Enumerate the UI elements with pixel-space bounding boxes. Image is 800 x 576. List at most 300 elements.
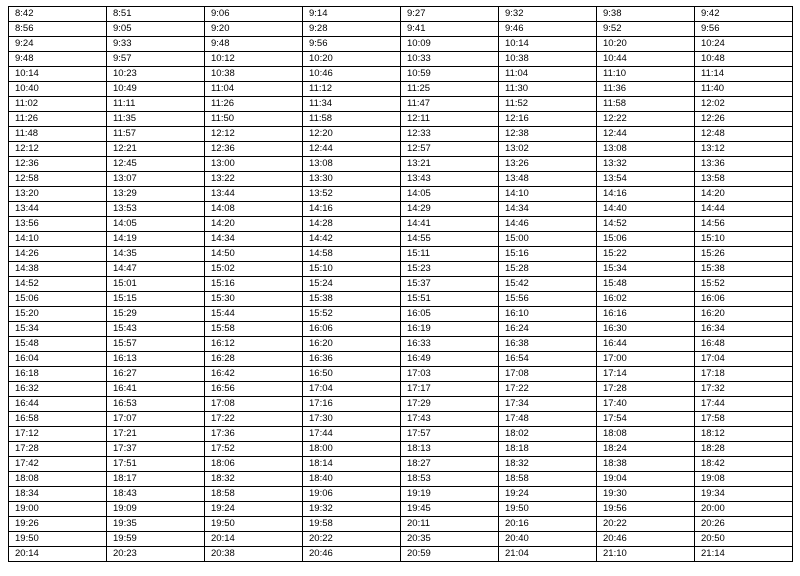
table-cell-time: 17:30 [303,412,401,427]
table-cell-time: 15:52 [303,307,401,322]
table-cell-time: 17:42 [9,457,107,472]
table-cell-time: 14:41 [401,217,499,232]
table-cell-time: 9:46 [499,22,597,37]
table-cell-time: 21:04 [499,547,597,562]
table-cell-time: 17:08 [499,367,597,382]
table-cell-time: 17:32 [695,382,793,397]
table-cell-time: 16:12 [205,337,303,352]
table-row [9,532,793,547]
table-cell-time: 16:41 [107,382,205,397]
table-cell-time: 13:20 [9,187,107,202]
table-cell-time: 16:10 [499,307,597,322]
table-cell-time: 10:20 [303,52,401,67]
table-cell-time: 15:34 [9,322,107,337]
table-cell-time: 14:10 [499,187,597,202]
table-cell-time: 17:48 [499,412,597,427]
table-cell-time: 9:52 [597,22,695,37]
table-cell-time: 16:13 [107,352,205,367]
table-cell-time: 20:35 [401,532,499,547]
table-cell-time: 12:20 [303,127,401,142]
table-cell-time: 13:30 [303,172,401,187]
table-cell-time: 11:25 [401,82,499,97]
table-cell-time: 14:10 [9,232,107,247]
table-cell-time: 14:05 [401,187,499,202]
table-cell-time: 18:42 [695,457,793,472]
table-cell-time: 11:57 [107,127,205,142]
table-cell-time: 15:34 [597,262,695,277]
table-cell-time: 18:13 [401,442,499,457]
table-cell-time: 14:28 [303,217,401,232]
table-row [9,37,793,52]
table-row [9,382,793,397]
table-cell-time: 16:38 [499,337,597,352]
table-cell-time: 17:18 [695,367,793,382]
table-cell-time: 19:45 [401,502,499,517]
table-cell-time: 18:08 [597,427,695,442]
table-row [9,337,793,352]
table-cell-time: 20:23 [107,547,205,562]
table-cell-time: 18:38 [597,457,695,472]
table-cell-time: 17:44 [303,427,401,442]
table-row [9,82,793,97]
table-cell-time: 9:56 [695,22,793,37]
table-cell-time: 12:57 [401,142,499,157]
table-cell-time: 18:32 [205,472,303,487]
table-cell-time: 11:12 [303,82,401,97]
table-cell-time: 13:43 [401,172,499,187]
table-cell-time: 17:28 [9,442,107,457]
table-cell-time: 9:32 [499,7,597,22]
table-cell-time: 14:16 [303,202,401,217]
table-cell-time: 11:14 [695,67,793,82]
table-cell-time: 14:20 [695,187,793,202]
table-cell-time: 12:45 [107,157,205,172]
table-cell-time: 18:24 [597,442,695,457]
table-cell-time: 18:58 [499,472,597,487]
table-cell-time: 14:20 [205,217,303,232]
table-cell-time: 18:02 [499,427,597,442]
table-cell-time: 13:52 [303,187,401,202]
table-cell-time: 9:20 [205,22,303,37]
table-cell-time: 15:43 [107,322,205,337]
table-cell-time: 11:50 [205,112,303,127]
table-cell-time: 16:30 [597,322,695,337]
table-cell-time: 19:19 [401,487,499,502]
table-cell-time: 16:56 [205,382,303,397]
table-cell-time: 17:52 [205,442,303,457]
table-cell-time: 15:29 [107,307,205,322]
table-cell-time: 11:04 [499,67,597,82]
table-cell-time: 11:04 [205,82,303,97]
table-cell-time: 17:14 [597,367,695,382]
table-cell-time: 16:42 [205,367,303,382]
table-cell-time: 10:44 [597,52,695,67]
table-cell-time: 14:05 [107,217,205,232]
table-row [9,517,793,532]
table-cell-time: 18:40 [303,472,401,487]
table-row [9,457,793,472]
table-cell-time: 18:58 [205,487,303,502]
table-cell-time: 17:28 [597,382,695,397]
table-cell-time: 13:44 [205,187,303,202]
table-cell-time: 19:24 [205,502,303,517]
table-cell-time: 15:06 [9,292,107,307]
table-cell-time: 13:22 [205,172,303,187]
table-cell-time: 12:11 [401,112,499,127]
table-cell-time: 12:02 [695,97,793,112]
table-cell-time: 12:12 [9,142,107,157]
table-cell-time: 18:34 [9,487,107,502]
table-cell-time: 20:40 [499,532,597,547]
table-cell-time: 10:33 [401,52,499,67]
table-cell-time: 16:19 [401,322,499,337]
table-cell-time: 12:33 [401,127,499,142]
table-cell-time: 10:38 [205,67,303,82]
table-cell-time: 16:49 [401,352,499,367]
table-cell-time: 17:08 [205,397,303,412]
table-cell-time: 15:56 [499,292,597,307]
table-cell-time: 20:59 [401,547,499,562]
table-cell-time: 9:33 [107,37,205,52]
table-cell-time: 17:36 [205,427,303,442]
table-cell-time: 11:30 [499,82,597,97]
table-cell-time: 17:04 [695,352,793,367]
table-cell-time: 15:11 [401,247,499,262]
table-cell-time: 15:38 [303,292,401,307]
table-cell-time: 16:53 [107,397,205,412]
table-row [9,97,793,112]
table-cell-time: 18:43 [107,487,205,502]
table-cell-time: 13:21 [401,157,499,172]
table-cell-time: 18:00 [303,442,401,457]
table-cell-time: 13:07 [107,172,205,187]
table-cell-time: 11:02 [9,97,107,112]
table-cell-time: 16:24 [499,322,597,337]
table-cell-time: 18:32 [499,457,597,472]
table-row [9,22,793,37]
table-cell-time: 9:48 [9,52,107,67]
table-cell-time: 11:10 [597,67,695,82]
table-cell-time: 11:48 [9,127,107,142]
table-cell-time: 13:32 [597,157,695,172]
table-cell-time: 9:48 [205,37,303,52]
table-cell-time: 9:06 [205,7,303,22]
table-cell-time: 20:16 [499,517,597,532]
table-cell-time: 8:51 [107,7,205,22]
table-cell-time: 10:20 [597,37,695,52]
table-cell-time: 15:02 [205,262,303,277]
table-cell-time: 14:35 [107,247,205,262]
table-cell-time: 14:58 [303,247,401,262]
table-cell-time: 15:38 [695,262,793,277]
table-cell-time: 12:58 [9,172,107,187]
table-cell-time: 15:10 [303,262,401,277]
table-row [9,67,793,82]
table-cell-time: 19:24 [499,487,597,502]
table-cell-time: 14:52 [9,277,107,292]
table-cell-time: 12:12 [205,127,303,142]
table-cell-time: 16:06 [303,322,401,337]
table-cell-time: 19:59 [107,532,205,547]
table-row [9,142,793,157]
table-cell-time: 15:26 [695,247,793,262]
table-cell-time: 16:04 [9,352,107,367]
table-cell-time: 10:49 [107,82,205,97]
table-cell-time: 19:09 [107,502,205,517]
table-cell-time: 19:50 [499,502,597,517]
table-cell-time: 12:38 [499,127,597,142]
table-cell-time: 17:54 [597,412,695,427]
table-row [9,187,793,202]
table-cell-time: 15:16 [499,247,597,262]
table-cell-time: 11:58 [597,97,695,112]
table-row [9,427,793,442]
table-cell-time: 14:40 [597,202,695,217]
table-cell-time: 13:26 [499,157,597,172]
table-cell-time: 16:48 [695,337,793,352]
table-cell-time: 16:54 [499,352,597,367]
table-cell-time: 13:54 [597,172,695,187]
table-row [9,157,793,172]
table-row [9,232,793,247]
table-cell-time: 20:46 [597,532,695,547]
table-cell-time: 10:23 [107,67,205,82]
table-row [9,202,793,217]
table-cell-time: 15:20 [9,307,107,322]
table-cell-time: 17:16 [303,397,401,412]
table-cell-time: 17:21 [107,427,205,442]
table-cell-time: 14:56 [695,217,793,232]
table-cell-time: 14:34 [499,202,597,217]
table-cell-time: 19:56 [597,502,695,517]
table-cell-time: 17:22 [205,412,303,427]
table-cell-time: 16:44 [597,337,695,352]
table-cell-time: 17:40 [597,397,695,412]
table-cell-time: 18:18 [499,442,597,457]
table-cell-time: 15:00 [499,232,597,247]
table-cell-time: 17:57 [401,427,499,442]
table-cell-time: 13:36 [695,157,793,172]
table-cell-time: 16:02 [597,292,695,307]
table-cell-time: 12:36 [9,157,107,172]
table-cell-time: 18:08 [9,472,107,487]
table-row [9,7,793,22]
table-row [9,502,793,517]
table-cell-time: 12:44 [597,127,695,142]
table-cell-time: 14:52 [597,217,695,232]
table-cell-time: 13:53 [107,202,205,217]
table-cell-time: 11:34 [303,97,401,112]
table-cell-time: 13:58 [695,172,793,187]
table-row [9,247,793,262]
table-cell-time: 21:14 [695,547,793,562]
table-cell-time: 13:29 [107,187,205,202]
table-cell-time: 12:21 [107,142,205,157]
table-cell-time: 18:28 [695,442,793,457]
table-cell-time: 13:44 [9,202,107,217]
table-cell-time: 14:29 [401,202,499,217]
table-cell-time: 9:57 [107,52,205,67]
table-cell-time: 18:14 [303,457,401,472]
table-cell-time: 15:30 [205,292,303,307]
table-cell-time: 16:20 [303,337,401,352]
table-cell-time: 19:30 [597,487,695,502]
table-cell-time: 20:14 [205,532,303,547]
table-row [9,307,793,322]
table-cell-time: 14:47 [107,262,205,277]
table-cell-time: 11:26 [9,112,107,127]
table-cell-time: 19:06 [303,487,401,502]
table-row [9,547,793,562]
table-cell-time: 19:50 [9,532,107,547]
table-cell-time: 16:44 [9,397,107,412]
table-cell-time: 9:05 [107,22,205,37]
table-cell-time: 20:11 [401,517,499,532]
table-cell-time: 17:04 [303,382,401,397]
table-cell-time: 15:48 [9,337,107,352]
table-cell-time: 9:42 [695,7,793,22]
table-cell-time: 13:08 [303,157,401,172]
table-cell-time: 16:27 [107,367,205,382]
table-row [9,52,793,67]
table-cell-time: 11:40 [695,82,793,97]
table-cell-time: 15:51 [401,292,499,307]
table-row [9,487,793,502]
table-cell-time: 13:56 [9,217,107,232]
table-cell-time: 20:22 [303,532,401,547]
table-cell-time: 16:06 [695,292,793,307]
table-row [9,397,793,412]
table-cell-time: 19:50 [205,517,303,532]
table-cell-time: 15:48 [597,277,695,292]
table-cell-time: 16:50 [303,367,401,382]
table-cell-time: 16:16 [597,307,695,322]
table-cell-time: 13:00 [205,157,303,172]
table-row [9,262,793,277]
table-cell-time: 16:32 [9,382,107,397]
table-cell-time: 15:52 [695,277,793,292]
table-cell-time: 10:40 [9,82,107,97]
table-cell-time: 14:46 [499,217,597,232]
table-cell-time: 8:42 [9,7,107,22]
table-cell-time: 14:50 [205,247,303,262]
table-cell-time: 12:48 [695,127,793,142]
table-cell-time: 12:26 [695,112,793,127]
table-row [9,442,793,457]
table-cell-time: 9:28 [303,22,401,37]
table-cell-time: 14:44 [695,202,793,217]
table-cell-time: 16:05 [401,307,499,322]
table-cell-time: 11:52 [499,97,597,112]
table-cell-time: 13:08 [597,142,695,157]
table-cell-time: 9:24 [9,37,107,52]
table-cell-time: 17:51 [107,457,205,472]
table-cell-time: 17:58 [695,412,793,427]
table-cell-time: 20:46 [303,547,401,562]
table-cell-time: 15:58 [205,322,303,337]
table-row [9,472,793,487]
table-cell-time: 20:14 [9,547,107,562]
table-cell-time: 18:06 [205,457,303,472]
table-cell-time: 17:43 [401,412,499,427]
table-row [9,277,793,292]
table-cell-time: 11:36 [597,82,695,97]
table-cell-time: 17:07 [107,412,205,427]
table-cell-time: 13:48 [499,172,597,187]
table-cell-time: 14:55 [401,232,499,247]
table-cell-time: 17:00 [597,352,695,367]
table-row [9,112,793,127]
table-cell-time: 14:08 [205,202,303,217]
table-cell-time: 18:12 [695,427,793,442]
table-cell-time: 11:26 [205,97,303,112]
timetable [8,6,793,562]
table-cell-time: 20:00 [695,502,793,517]
table-cell-time: 10:38 [499,52,597,67]
table-cell-time: 11:11 [107,97,205,112]
table-cell-time: 15:10 [695,232,793,247]
table-cell-time: 14:34 [205,232,303,247]
table-cell-time: 15:42 [499,277,597,292]
table-cell-time: 20:22 [597,517,695,532]
table-row [9,127,793,142]
table-cell-time: 16:34 [695,322,793,337]
table-cell-time: 12:36 [205,142,303,157]
table-cell-time: 19:58 [303,517,401,532]
table-cell-time: 11:47 [401,97,499,112]
table-cell-time: 14:19 [107,232,205,247]
table-cell-time: 14:38 [9,262,107,277]
table-cell-time: 17:22 [499,382,597,397]
table-cell-time: 16:28 [205,352,303,367]
table-row [9,217,793,232]
table-cell-time: 17:44 [695,397,793,412]
table-cell-time: 10:14 [499,37,597,52]
table-cell-time: 10:14 [9,67,107,82]
table-cell-time: 16:36 [303,352,401,367]
table-cell-time: 19:04 [597,472,695,487]
table-cell-time: 21:10 [597,547,695,562]
table-cell-time: 17:12 [9,427,107,442]
table-cell-time: 9:56 [303,37,401,52]
table-cell-time: 15:16 [205,277,303,292]
table-row [9,412,793,427]
table-row [9,322,793,337]
table-cell-time: 15:01 [107,277,205,292]
table-cell-time: 14:42 [303,232,401,247]
table-cell-time: 16:18 [9,367,107,382]
table-cell-time: 19:00 [9,502,107,517]
table-cell-time: 16:58 [9,412,107,427]
table-cell-time: 15:22 [597,247,695,262]
table-cell-time: 17:37 [107,442,205,457]
table-cell-time: 17:03 [401,367,499,382]
table-cell-time: 15:44 [205,307,303,322]
table-cell-time: 19:32 [303,502,401,517]
table-cell-time: 13:12 [695,142,793,157]
table-cell-time: 15:15 [107,292,205,307]
table-cell-time: 14:16 [597,187,695,202]
table-cell-time: 12:16 [499,112,597,127]
table-cell-time: 18:53 [401,472,499,487]
table-cell-time: 15:23 [401,262,499,277]
table-cell-time: 19:26 [9,517,107,532]
table-cell-time: 20:38 [205,547,303,562]
table-cell-time: 10:24 [695,37,793,52]
table-cell-time: 17:29 [401,397,499,412]
table-cell-time: 8:56 [9,22,107,37]
table-cell-time: 10:48 [695,52,793,67]
